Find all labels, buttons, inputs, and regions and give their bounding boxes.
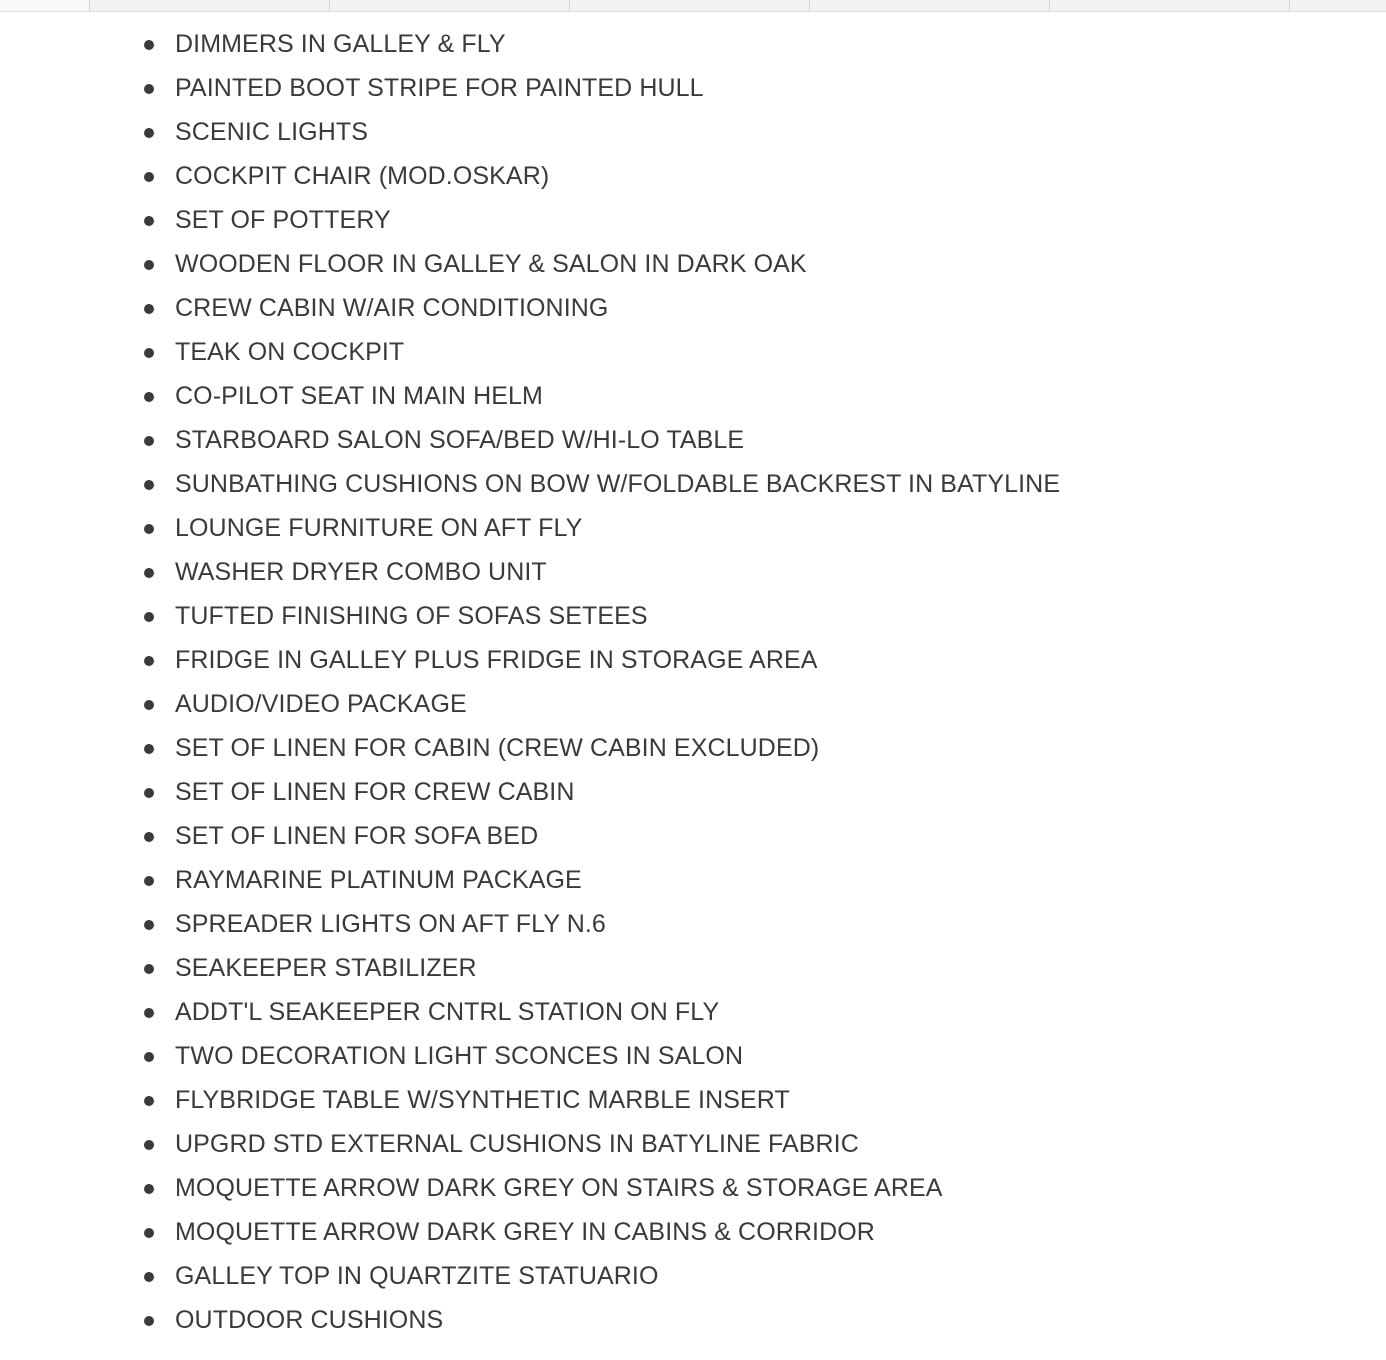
- list-item-text: GALLEY TOP IN QUARTZITE STATUARIO: [175, 1262, 659, 1290]
- bullet-icon: [144, 1316, 154, 1326]
- bullet-icon: [144, 1184, 154, 1194]
- list-item-text: MOQUETTE ARROW DARK GREY ON STAIRS & STORAGE AREA: [175, 1174, 943, 1202]
- bullet-icon: [144, 1140, 154, 1150]
- bullet-icon: [144, 656, 154, 666]
- bullet-icon: [144, 832, 154, 842]
- list-item-text: FLYBRIDGE TABLE W/SYNTHETIC MARBLE INSERT: [175, 1086, 790, 1114]
- list-item: [0, 22, 1386, 66]
- list-item-text: ADDT'L SEAKEEPER CNTRL STATION ON FLY: [175, 998, 720, 1026]
- list-item-text: OUTDOOR CUSHIONS: [175, 1306, 444, 1334]
- list-item: [0, 1122, 1386, 1166]
- list-item: [0, 814, 1386, 858]
- header-cell: [1290, 0, 1386, 11]
- bullet-icon: [144, 1096, 154, 1106]
- list-item-text: CO-PILOT SEAT IN MAIN HELM: [175, 382, 543, 410]
- list-item: [0, 1034, 1386, 1078]
- list-item-text: SEAKEEPER STABILIZER: [175, 954, 477, 982]
- list-item-text: SET OF LINEN FOR CABIN (CREW CABIN EXCLUDED): [175, 734, 820, 762]
- bullet-icon: [144, 612, 154, 622]
- list-item: [0, 1298, 1386, 1342]
- list-item-text: PAINTED BOOT STRIPE FOR PAINTED HULL: [175, 74, 704, 102]
- header-cell: [0, 0, 90, 11]
- bullet-icon: [144, 1052, 154, 1062]
- bullet-icon: [144, 216, 154, 226]
- bullet-icon: [144, 744, 154, 754]
- list-item: [0, 506, 1386, 550]
- list-item: [0, 550, 1386, 594]
- list-item: [0, 594, 1386, 638]
- list-item-text: DIMMERS IN GALLEY & FLY: [175, 30, 506, 58]
- list-item: [0, 858, 1386, 902]
- list-item: [0, 154, 1386, 198]
- list-item: [0, 1166, 1386, 1210]
- list-item-text: SPREADER LIGHTS ON AFT FLY N.6: [175, 910, 606, 938]
- list-item-text: FRIDGE IN GALLEY PLUS FRIDGE IN STORAGE AREA: [175, 646, 818, 674]
- list-item: [0, 330, 1386, 374]
- list-item-text: RAYMARINE PLATINUM PACKAGE: [175, 866, 582, 894]
- list-item: [0, 198, 1386, 242]
- list-item: [0, 726, 1386, 770]
- list-item: [0, 638, 1386, 682]
- list-item: [0, 418, 1386, 462]
- bullet-icon: [144, 920, 154, 930]
- list-item-text: CREW CABIN W/AIR CONDITIONING: [175, 294, 609, 322]
- list-item-text: WOODEN FLOOR IN GALLEY & SALON IN DARK OAK: [175, 250, 807, 278]
- list-item-text: UPGRD STD EXTERNAL CUSHIONS IN BATYLINE FABRIC: [175, 1130, 859, 1158]
- header-cell: [1050, 0, 1290, 11]
- bullet-icon: [144, 304, 154, 314]
- list-item-text: SET OF LINEN FOR SOFA BED: [175, 822, 539, 850]
- list-item: [0, 242, 1386, 286]
- bullet-icon: [144, 480, 154, 490]
- bullet-icon: [144, 84, 154, 94]
- header-cell: [90, 0, 330, 11]
- list-item-text: AUDIO/VIDEO PACKAGE: [175, 690, 467, 718]
- header-cell: [810, 0, 1050, 11]
- list-item: [0, 462, 1386, 506]
- list-item-text: STARBOARD SALON SOFA/BED W/HI-LO TABLE: [175, 426, 745, 454]
- bullet-icon: [144, 524, 154, 534]
- list-item-text: TWO DECORATION LIGHT SCONCES IN SALON: [175, 1042, 744, 1070]
- header-cell: [330, 0, 570, 11]
- bullet-icon: [144, 1272, 154, 1282]
- bullet-icon: [144, 40, 154, 50]
- table-header-strip: [0, 0, 1386, 12]
- list-item-text: LOUNGE FURNITURE ON AFT FLY: [175, 514, 583, 542]
- list-item: [0, 1210, 1386, 1254]
- list-item: [0, 286, 1386, 330]
- header-cell: [570, 0, 810, 11]
- list-item-text: SUNBATHING CUSHIONS ON BOW W/FOLDABLE BACKREST IN BATYLINE: [175, 470, 1061, 498]
- bullet-icon: [144, 1008, 154, 1018]
- bullet-icon: [144, 568, 154, 578]
- list-item: [0, 1078, 1386, 1122]
- list-item: [0, 902, 1386, 946]
- bullet-icon: [144, 172, 154, 182]
- list-item: [0, 1254, 1386, 1298]
- list-item-text: SET OF POTTERY: [175, 206, 391, 234]
- bullet-icon: [144, 700, 154, 710]
- bullet-icon: [144, 260, 154, 270]
- list-item: [0, 66, 1386, 110]
- list-item: [0, 682, 1386, 726]
- list-item-text: TUFTED FINISHING OF SOFAS SETEES: [175, 602, 648, 630]
- list-item-text: SET OF LINEN FOR CREW CABIN: [175, 778, 575, 806]
- list-item: [0, 374, 1386, 418]
- bullet-icon: [144, 788, 154, 798]
- bullet-icon: [144, 436, 154, 446]
- bullet-icon: [144, 348, 154, 358]
- list-item-text: WASHER DRYER COMBO UNIT: [175, 558, 547, 586]
- list-item-text: MOQUETTE ARROW DARK GREY IN CABINS & CORRIDOR: [175, 1218, 875, 1246]
- list-item: [0, 110, 1386, 154]
- bullet-icon: [144, 1228, 154, 1238]
- bullet-icon: [144, 964, 154, 974]
- list-item-text: SCENIC LIGHTS: [175, 118, 368, 146]
- list-item: [0, 770, 1386, 814]
- bullet-icon: [144, 876, 154, 886]
- bullet-icon: [144, 392, 154, 402]
- feature-list: [0, 22, 1386, 1342]
- list-item: [0, 990, 1386, 1034]
- list-item-text: TEAK ON COCKPIT: [175, 338, 405, 366]
- bullet-icon: [144, 128, 154, 138]
- list-item: [0, 946, 1386, 990]
- list-item-text: COCKPIT CHAIR (MOD.OSKAR): [175, 162, 550, 190]
